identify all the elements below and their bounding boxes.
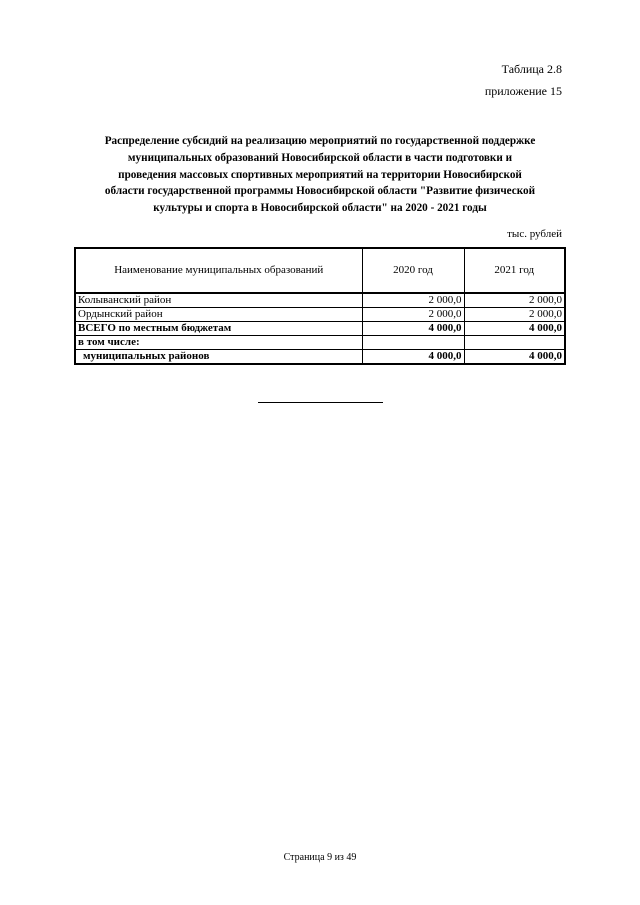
- row-value-2021: [464, 336, 565, 350]
- title-line: Распределение субсидий на реализацию мероприятий по государственной поддержке: [104, 135, 536, 147]
- title-line: культуры и спорта в Новосибирской области" на 2020 - 2021 годы: [153, 202, 487, 215]
- title-line: муниципальных образований Новосибирской области в части подготовки и: [127, 151, 513, 164]
- row-name: Колыванский район: [75, 293, 362, 308]
- end-divider: [258, 402, 383, 403]
- row-name: в том числе:: [75, 336, 362, 350]
- page-header: [485, 58, 562, 102]
- row-value-2021: 2 000,0: [464, 308, 565, 322]
- appendix-label: приложение 15: [484, 84, 562, 98]
- units-label: тыс. рублей: [507, 228, 562, 240]
- row-name: ВСЕГО по местным бюджетам: [75, 322, 362, 336]
- table-number: Таблица 2.8: [501, 62, 562, 76]
- row-value-2020: 2 000,0: [362, 293, 464, 308]
- row-value-2021: 4 000,0: [464, 350, 565, 365]
- table-row: [75, 308, 565, 322]
- row-value-2020: 2 000,0: [362, 308, 464, 322]
- table-row-subheading: [75, 336, 565, 350]
- row-name: муниципальных районов: [75, 350, 362, 365]
- document-title: [72, 133, 568, 217]
- table-header-row: [75, 248, 565, 293]
- row-value-2021: 4 000,0: [464, 322, 565, 336]
- title-line: проведения массовых спортивных мероприятий на территории Новосибирской: [118, 168, 522, 181]
- table-row: [75, 350, 565, 365]
- page-footer: Страница 9 из 49: [283, 852, 357, 863]
- subsidy-table: [74, 247, 566, 365]
- row-value-2020: 4 000,0: [362, 322, 464, 336]
- row-value-2020: [362, 336, 464, 350]
- row-value-2020: 4 000,0: [362, 350, 464, 365]
- column-header-name: Наименование муниципальных образований: [75, 248, 362, 293]
- row-name: Ордынский район: [75, 308, 362, 322]
- title-line: области государственной программы Новосибирской области "Развитие физической: [104, 185, 536, 198]
- column-header-2021: 2021 год: [464, 248, 565, 293]
- row-value-2021: 2 000,0: [464, 293, 565, 308]
- table-row: [75, 293, 565, 308]
- table-row-total: [75, 322, 565, 336]
- column-header-2020: 2020 год: [362, 248, 464, 293]
